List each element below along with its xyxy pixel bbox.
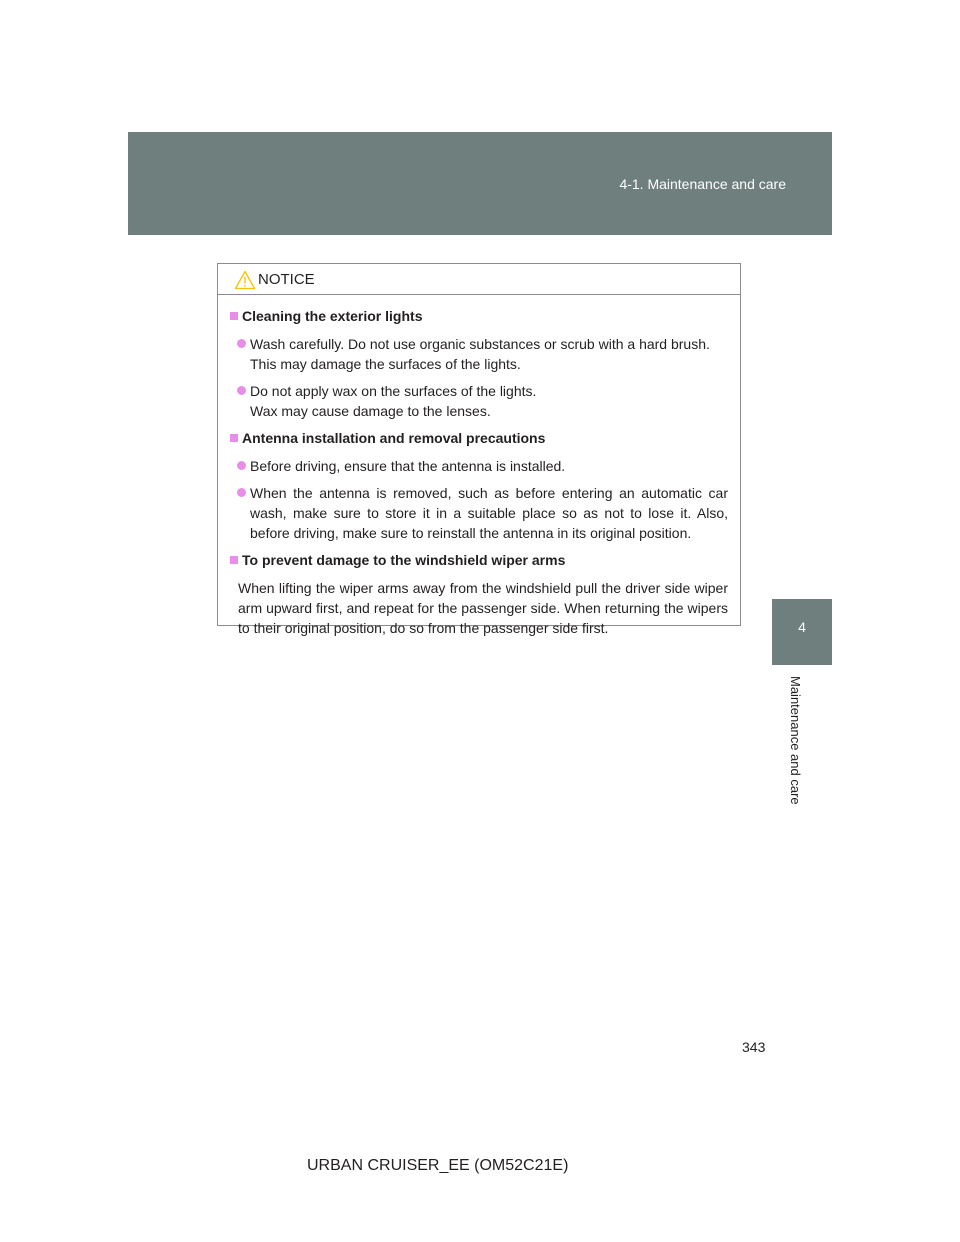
list-item-text: Do not apply wax on the surfaces of the lights. xyxy=(250,383,537,399)
model-code: URBAN CRUISER_EE (OM52C21E) xyxy=(307,1157,569,1174)
list-item xyxy=(230,334,728,374)
notice-header xyxy=(218,264,740,295)
list-item xyxy=(230,483,728,543)
warning-triangle-icon xyxy=(234,270,256,290)
section-heading-antenna xyxy=(230,428,728,448)
chapter-tab xyxy=(772,599,832,665)
square-bullet-icon xyxy=(230,312,238,320)
list-item-text: Before driving, ensure that the antenna is installed. xyxy=(250,458,566,474)
circle-bullet-icon xyxy=(237,488,246,497)
square-bullet-icon xyxy=(230,434,238,442)
list-item-text: Wax may cause damage to the lenses. xyxy=(250,403,491,419)
list-item-text: Wash carefully. Do not use organic substances or scrub with a hard brush. xyxy=(250,336,710,352)
header-band xyxy=(128,132,832,235)
notice-title: NOTICE xyxy=(258,271,315,288)
section-heading-exterior-lights xyxy=(230,306,728,326)
circle-bullet-icon xyxy=(237,461,246,470)
circle-bullet-icon xyxy=(237,386,246,395)
page-number: 343 xyxy=(742,1039,766,1055)
circle-bullet-icon xyxy=(237,339,246,348)
paragraph-text: When lifting the wiper arms away from the windshield pull the driver side wiper arm upward first, and repeat for the passenger side. When returning the wipers to their original position, do so from the passenger side first. xyxy=(238,580,728,636)
section-title: 4-1. Maintenance and care xyxy=(619,176,786,192)
notice-body xyxy=(218,295,740,638)
section-heading-text: Antenna installation and removal precautions xyxy=(242,430,546,446)
list-item xyxy=(230,456,728,476)
section-heading-text: Cleaning the exterior lights xyxy=(242,308,423,324)
chapter-label: Maintenance and care xyxy=(788,676,803,805)
chapter-number: 4 xyxy=(798,619,806,635)
section-heading-wiper-arms xyxy=(230,550,728,570)
list-item-text: When the antenna is removed, such as before entering an automatic car wash, make sure to store it in a suitable place so as not to lose it. Also, before driving, make sure to reinstall the antenna in its original position. xyxy=(250,485,728,541)
list-item-text: This may damage the surfaces of the lights. xyxy=(250,356,521,372)
section-heading-text: To prevent damage to the windshield wiper arms xyxy=(242,552,566,568)
list-item xyxy=(230,381,728,421)
square-bullet-icon xyxy=(230,556,238,564)
notice-box xyxy=(217,263,741,636)
